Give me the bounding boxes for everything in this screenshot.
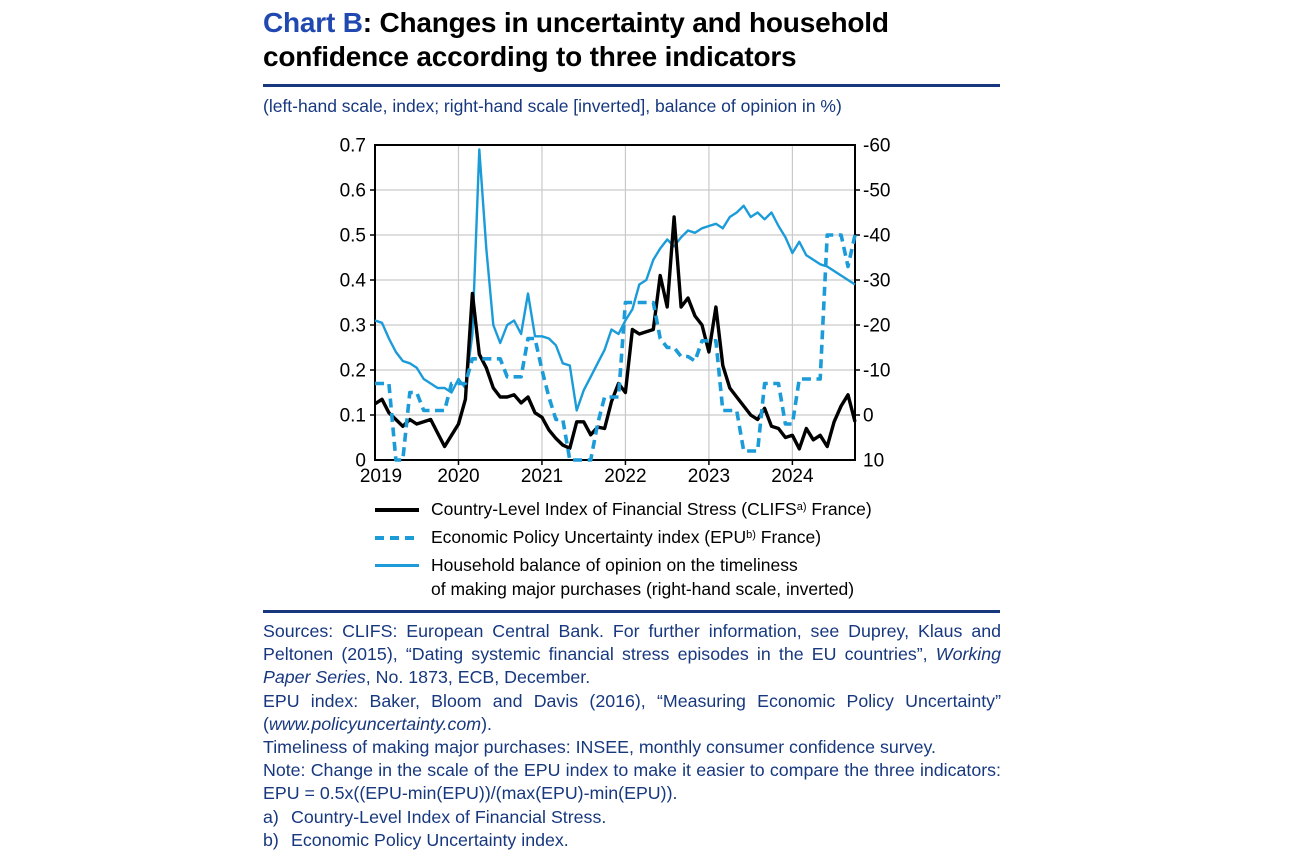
- x-axis-tick-label: 2023: [687, 466, 731, 487]
- clifs-line-swatch: [375, 508, 419, 512]
- title-line2: confidence according to three indicators: [263, 41, 797, 72]
- footnote-b: [263, 829, 1001, 852]
- right-axis-tick-label: -10: [863, 360, 891, 382]
- title-colon: :: [362, 7, 380, 38]
- legend-label-epu: Economic Policy Uncertainty index (EPU$^{b)}$ France): [431, 527, 822, 547]
- left-axis-tick-label: 0.7: [339, 135, 366, 157]
- left-axis-tick-label: 0: [355, 450, 366, 472]
- right-axis-tick-label: -50: [863, 180, 891, 202]
- right-axis-tick-label: 0: [863, 405, 874, 427]
- right-axis-tick-label: -40: [863, 225, 891, 247]
- footnote-a-text: Country-Level Index of Financial Stress.: [291, 806, 607, 827]
- footnote-ref-a: a): [796, 501, 807, 513]
- clifs-line: [375, 217, 855, 449]
- footnote-a: [263, 806, 1001, 829]
- scale-note: (left-hand scale, index; right-hand scale [inverted], balance of opinion in %): [263, 96, 842, 116]
- left-axis-tick-label: 0.6: [339, 180, 366, 202]
- note-text: Note: Change in the scale of the EPU index to make it easier to compare the three indicators: EPU = 0.5x((EPU-min(EPU))/(max(EPU)-min(EPU)).: [263, 760, 1001, 804]
- title-line1: Changes in uncertainty and household: [379, 7, 889, 38]
- x-axis-tick-label: 2024: [771, 466, 814, 487]
- legend-item-epu: [375, 527, 935, 548]
- household-line-swatch: [375, 564, 419, 567]
- epu-dashed-line: [375, 235, 855, 460]
- household-balance-line: [375, 150, 855, 411]
- working-paper-series-italic: Working Paper Series: [263, 644, 1001, 688]
- footnote-b-text: Economic Policy Uncertainty index.: [291, 829, 569, 850]
- left-axis-tick-label: 0.5: [339, 225, 366, 247]
- footnote-ref-b: b): [746, 529, 756, 541]
- policyuncertainty-url: www.policyuncertainty.com: [268, 713, 482, 734]
- x-axis-tick-label: 2020: [437, 466, 480, 487]
- footnote-a-marker: a): [263, 806, 279, 827]
- chart-footer: [263, 620, 1001, 852]
- left-axis-tick-label: 0.3: [339, 315, 366, 337]
- title-divider: [263, 84, 1000, 87]
- chart-label: Chart B: [263, 7, 363, 38]
- timeliness-source-text: Timeliness of making major purchases: INSEE, monthly consumer confidence survey.: [263, 737, 936, 758]
- x-axis-tick-label: 2022: [604, 466, 647, 487]
- left-axis-tick-label: 0.1: [339, 405, 366, 427]
- plot-frame: [375, 145, 855, 460]
- legend-label-household-line2: of making major purchases (right-hand scale, inverted): [431, 579, 855, 599]
- epu-source-text: EPU index: Baker, Bloom and Davis (2016), “Measuring Economic Policy Uncertainty” (www.policyuncertainty.com).: [263, 690, 1001, 734]
- right-axis-tick-label: -20: [863, 315, 891, 337]
- epu-dashed-line-swatch: [375, 536, 419, 540]
- left-axis-tick-label: 0.2: [339, 360, 366, 382]
- x-axis-tick-label: 2021: [520, 466, 564, 487]
- right-axis-tick-label: 10: [863, 450, 885, 472]
- sources-text: Sources: CLIFS: European Central Bank. For further information, see Duprey, Klaus and Peltonen (2015), “Dating systemic financial stress episodes in the EU countries”, Working Paper Series, No. 1873, ECB, December.: [263, 621, 1001, 688]
- chart-legend: [375, 499, 935, 600]
- sources-divider: [263, 610, 1000, 613]
- footnote-b-marker: b): [263, 829, 279, 850]
- legend-label-clifs: Country-Level Index of Financial Stress (CLIFS$^{a)}$ France): [431, 499, 872, 519]
- x-axis-tick-label: 2019: [359, 466, 403, 487]
- right-axis-tick-label: -60: [863, 135, 891, 157]
- legend-item-household: [375, 555, 935, 576]
- legend-label-household-line1: Household balance of opinion on the timeliness: [431, 555, 798, 575]
- legend-item-clifs: [375, 499, 935, 520]
- left-axis-tick-label: 0.4: [339, 270, 366, 292]
- chart-title: [263, 6, 1003, 74]
- right-axis-tick-label: -30: [863, 270, 891, 292]
